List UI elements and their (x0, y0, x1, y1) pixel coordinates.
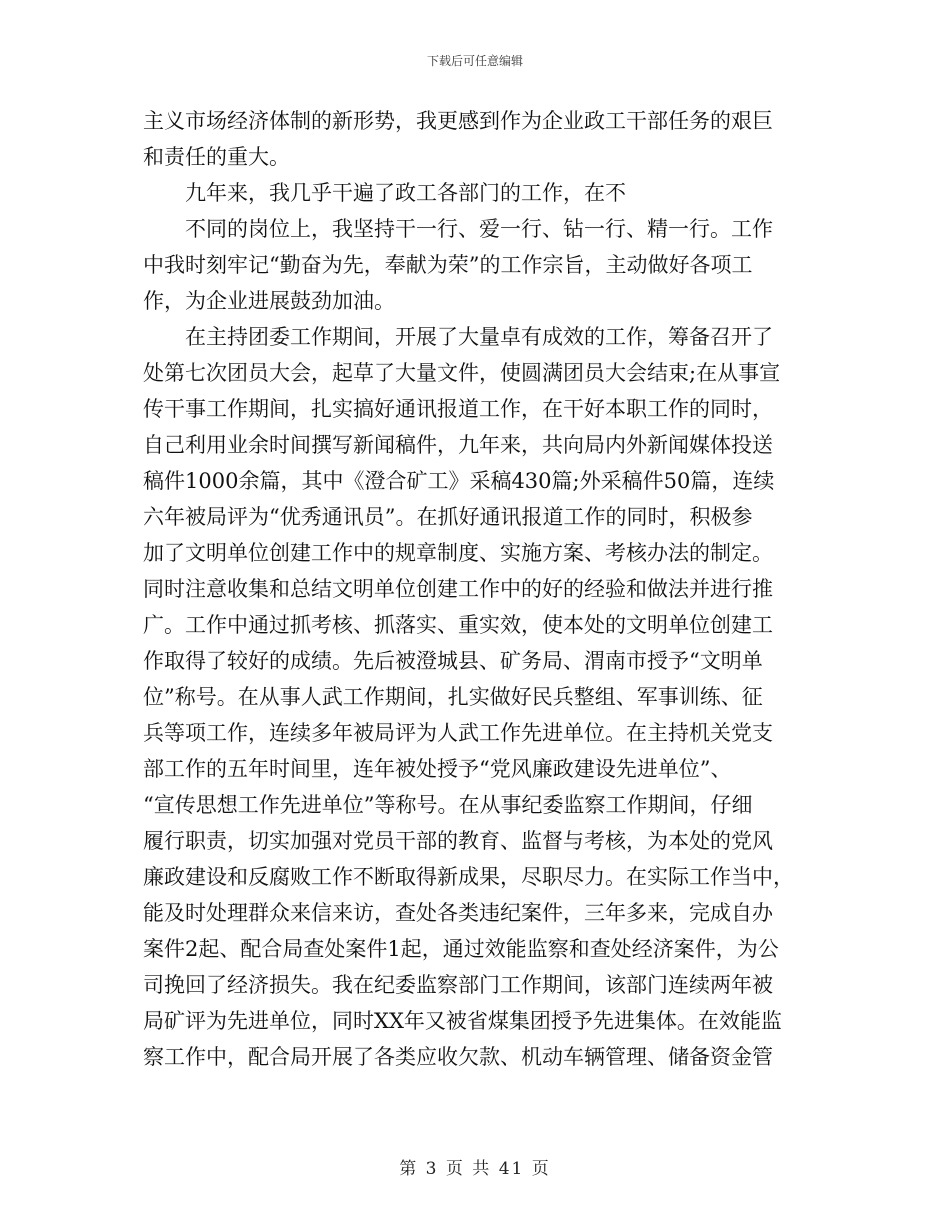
text-line: 中我时刻牢记“勤奋为先，奉献为荣”的工作宗旨，主动做好各项工 (143, 253, 753, 277)
text-line: 履行职责，切实加强对党员干部的教育、监督与考核，为本处的党风 (143, 829, 773, 853)
text-line: 九年来，我几乎干遍了政工各部门的工作，在不 (185, 181, 626, 205)
text-line: 处第七次团员大会，起草了大量文件，使圆满团员大会结束;在从事宣 (143, 361, 781, 385)
text-line: 位”称号。在从事人武工作期间，扎实做好民兵整组、军事训练、征 (143, 685, 763, 709)
text-line: 能及时处理群众来信来访，查处各类违纪案件，三年多来，完成自办 (143, 901, 773, 925)
text-line: 广。工作中通过抓考核、抓落实、重实效，使本处的文明单位创建工 (143, 613, 773, 637)
text-line: 案件2起、配合局查处案件1起，通过效能监察和查处经济案件，为公 (143, 937, 779, 961)
text-line: 作，为企业进展鼓劲加油。 (143, 289, 395, 313)
text-line: 察工作中，配合局开展了各类应收欠款、机动车辆管理、储备资金管 (143, 1045, 773, 1069)
text-line: 局矿评为先进单位，同时XX年又被省煤集团授予先进集体。在效能监 (143, 1009, 782, 1033)
text-line: 稿件1000余篇，其中《澄合矿工》采稿430篇;外采稿件50篇，连续 (143, 469, 775, 493)
text-line: 不同的岗位上，我坚持干一行、爱一行、钻一行、精一行。工作 (185, 217, 773, 241)
text-line: 传干事工作期间，扎实搞好通讯报道工作，在干好本职工作的同时， (143, 397, 773, 421)
text-line: 自己利用业余时间撰写新闻稿件，九年来，共向局内外新闻媒体投送 (143, 433, 773, 457)
text-line: 部工作的五年时间里，连年被处授予“党风廉政建设先进单位”、 (143, 757, 732, 781)
text-line: 司挽回了经济损失。我在纪委监察部门工作期间，该部门连续两年被 (143, 973, 773, 997)
text-line: 和责任的重大。 (143, 145, 290, 169)
page-header: 下载后可任意编辑 (426, 54, 523, 68)
text-line: 在主持团委工作期间，开展了大量卓有成效的工作，筹备召开了 (185, 325, 773, 349)
document-body (143, 103, 813, 1075)
text-line: 同时注意收集和总结文明单位创建工作中的好的经验和做法并进行推 (143, 577, 773, 601)
text-line: 兵等项工作，连续多年被局评为人武工作先进单位。在主持机关党支 (143, 721, 773, 745)
text-line: 加了文明单位创建工作中的规章制度、实施方案、考核办法的制定。 (143, 541, 773, 565)
page-footer: 第 3 页 共 41 页 (399, 1159, 551, 1179)
text-line: 六年被局评为“优秀通讯员”。在抓好通讯报道工作的同时，积极参 (143, 505, 753, 529)
text-line: 廉政建设和反腐败工作不断取得新成果，尽职尽力。在实际工作当中， (143, 865, 794, 889)
text-line: 主义市场经济体制的新形势，我更感到作为企业政工干部任务的艰巨 (143, 109, 773, 133)
text-line: “宣传思想工作先进单位”等称号。在从事纪委监察工作期间，仔细 (143, 793, 753, 817)
text-line: 作取得了较好的成绩。先后被澄城县、矿务局、渭南市授予“文明单 (143, 649, 763, 673)
